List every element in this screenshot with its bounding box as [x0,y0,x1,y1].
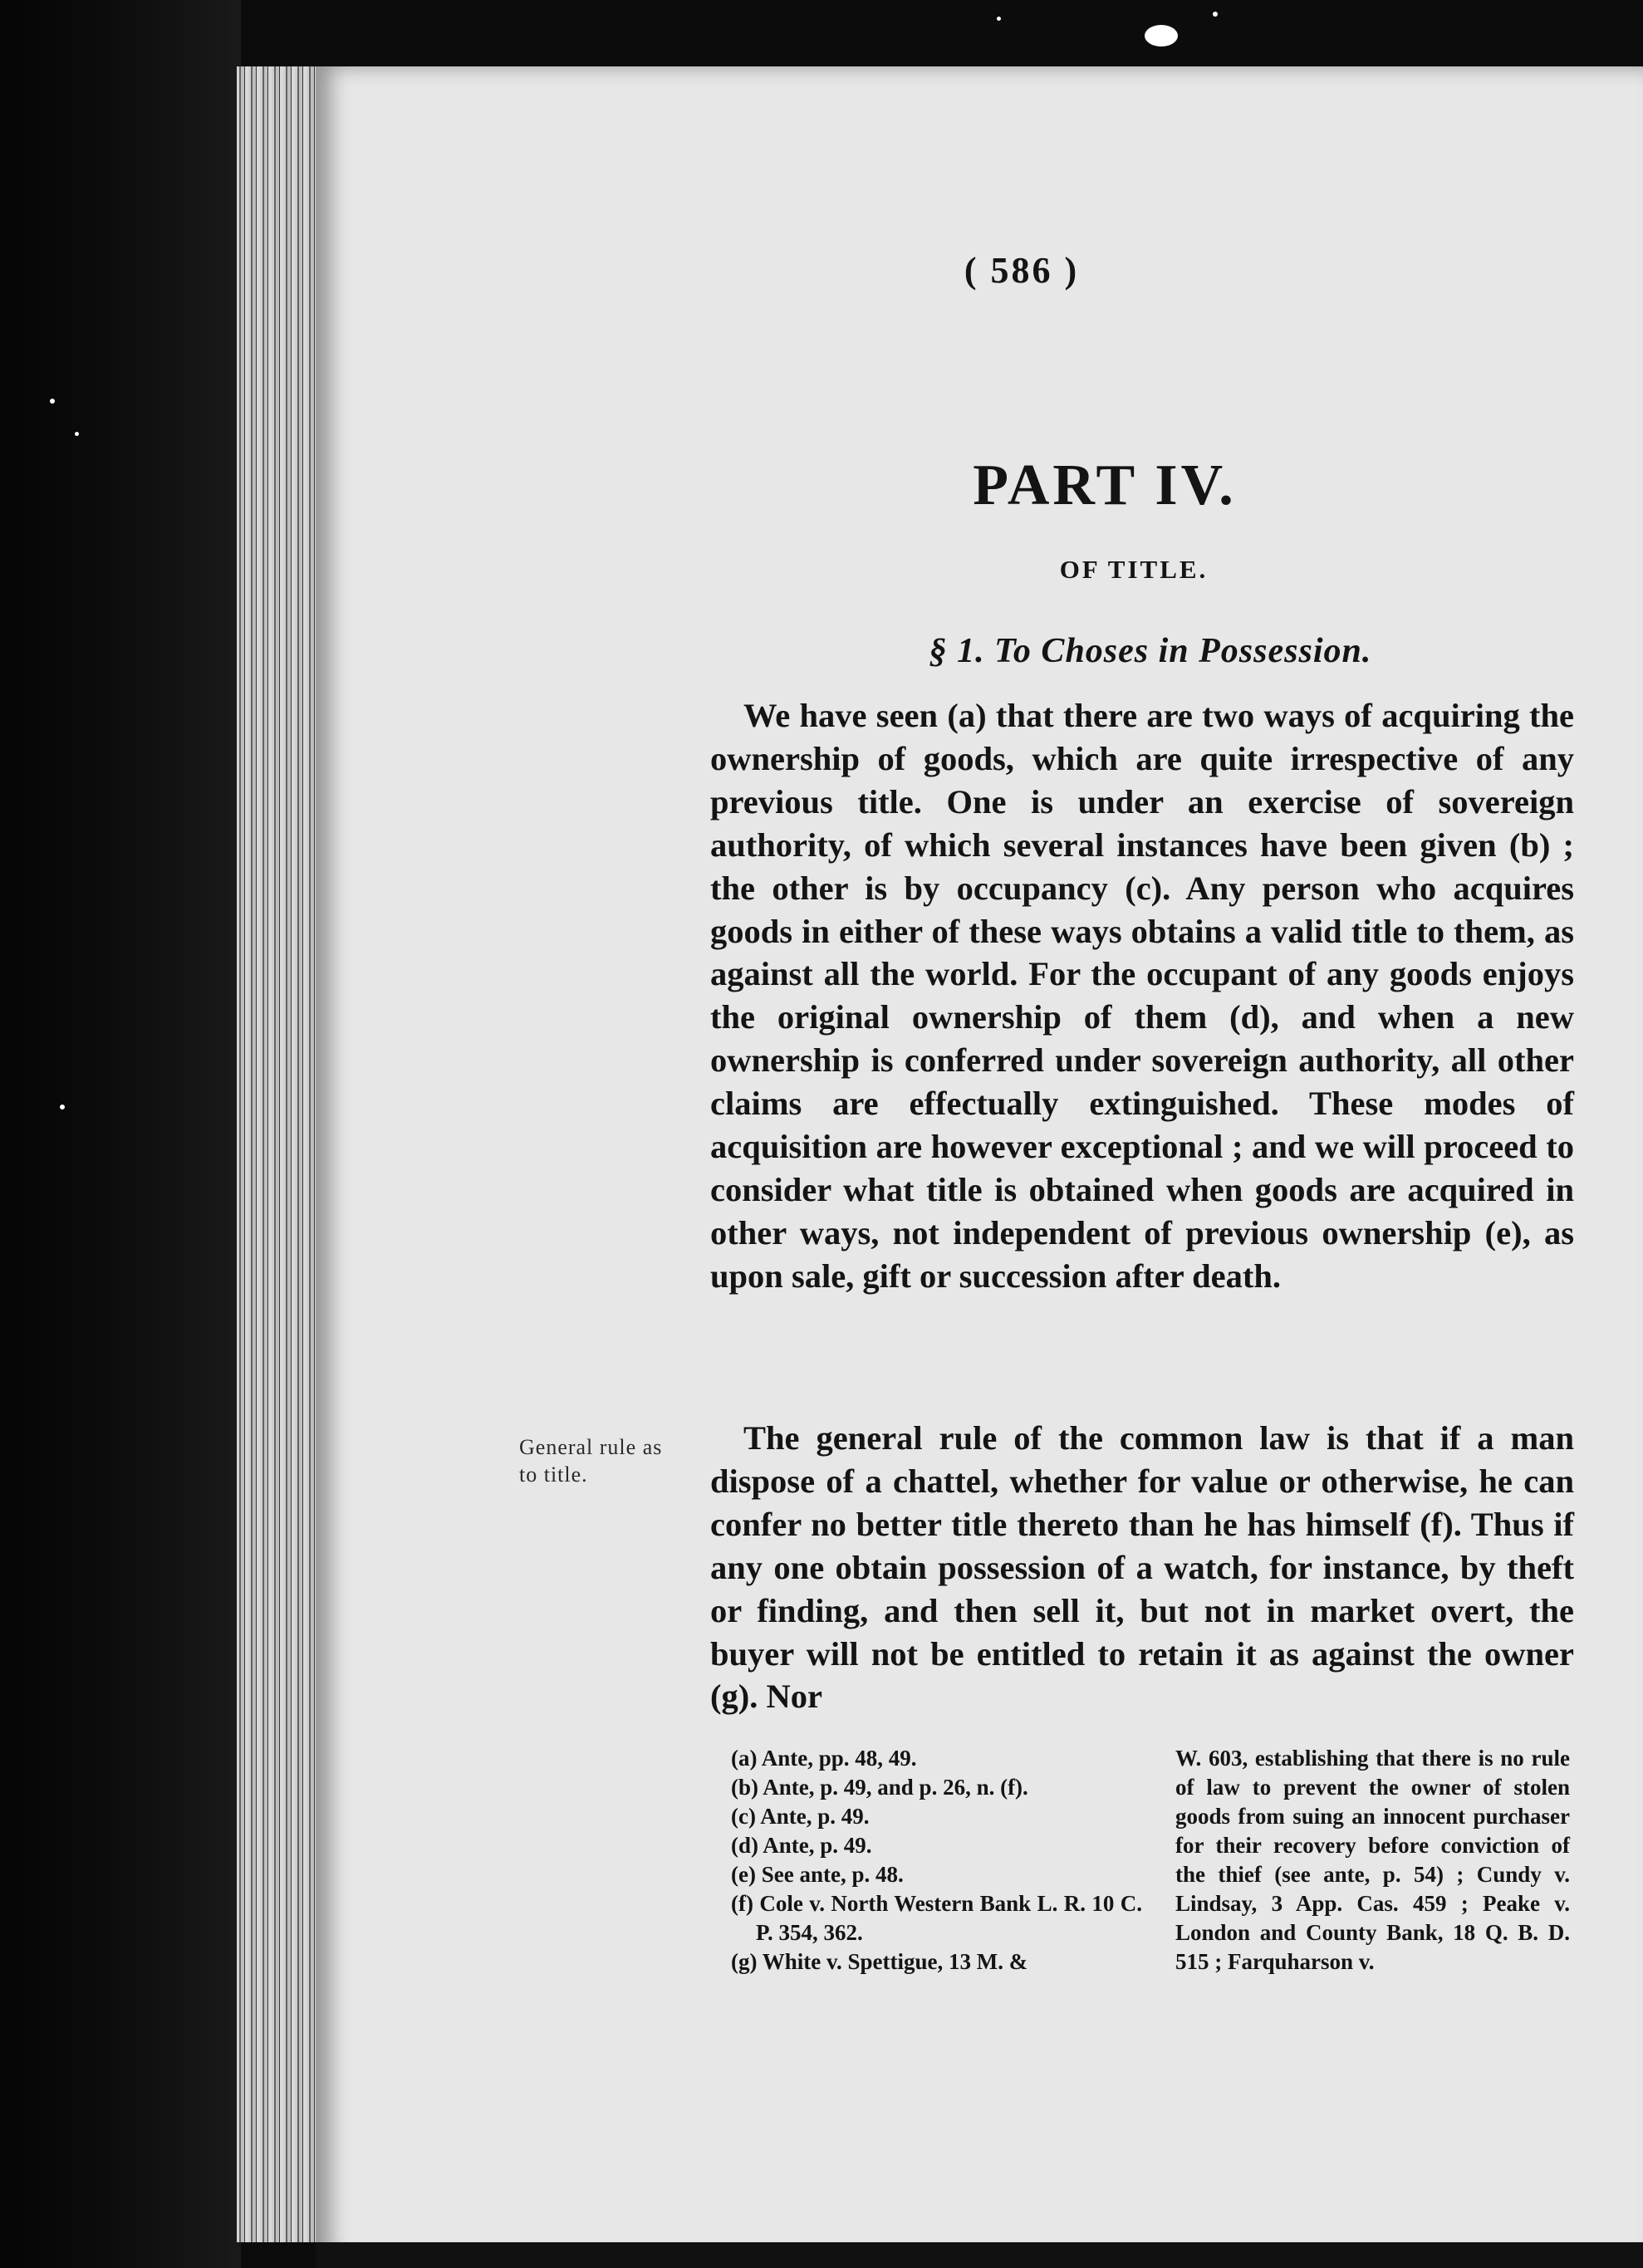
margin-note: General rule as to title. [519,1435,663,1487]
body-paragraph: The general rule of the common law is that if a man dispose of a chattel, whether for value or otherwise, he can confer no better title thereto than he has himself (f). Thus if any one obtain possession of a watch, for instance, by theft or finding, and then sell it, but not in market overt, the buyer will not be entitled to retain it as against the owner (g). Nor [710,1419,1574,1716]
footnotes-right-column [1175,1744,1570,1977]
part-title: PART IV. [973,453,1237,517]
scan-speck [75,432,79,436]
footnote: (c) Ante, p. 49. [731,1804,870,1829]
footnote: (b) Ante, p. 49, and p. 26, n. (f). [731,1775,1028,1800]
footnote: (g) White v. Spettigue, 13 M. & [731,1949,1028,1974]
book-spine-edge [0,0,241,2268]
scan-speck [50,399,55,404]
section-title: OF TITLE. [1059,555,1209,584]
footnote: (a) Ante, pp. 48, 49. [731,1746,917,1771]
footnote: (f) Cole v. North Western Bank L. R. 10 C. P. 354, 362. [731,1891,1142,1945]
scan-speck [1213,12,1218,17]
footnote: (e) See ante, p. 48. [731,1862,904,1887]
scan-speck [1145,25,1178,47]
scan-speck [997,17,1001,21]
footnote-continuation: W. 603, establishing that there is no rule of law to prevent the owner of stolen goods from suing an innocent purchaser for their recovery before conviction of the thief (see ante, p. 54) ; Cundy v. Lindsay, 3 App. Cas. 459 ; Peake v. London and County Bank, 18 Q. B. D. 515 ; Farquharson v. [1175,1746,1570,1974]
page-bottom-shadow [316,2242,1643,2268]
body-paragraph: We have seen (a) that there are two ways of acquiring the ownership of goods, which are quite irrespective of any previous title. One is under an exercise of sovereign authority, of which several instances have been given (b) ; the other is by occupancy (c). Any person who acquires goods in either of these ways obtains a valid title to them, as against all the world. For the occupant of any goods enjoys the original ownership of them (d), and when a new ownership is conferred under sovereign authority, all other claims are effectually extinguished. These modes of acquisition are however exceptional ; and we will proceed to consider what title is obtained when goods are acquired in other ways, not independent of previous ownership (e), as upon sale, gift or succession after death. [710,697,1574,1295]
page-stack-edges [237,66,320,2242]
subsection-title: § 1. To Choses in Possession. [929,632,1372,670]
footnote: (d) Ante, p. 49. [731,1833,872,1858]
page-number: ( 586 ) [964,250,1080,291]
scan-speck [60,1105,65,1110]
footnotes-left-column [731,1744,1142,1977]
